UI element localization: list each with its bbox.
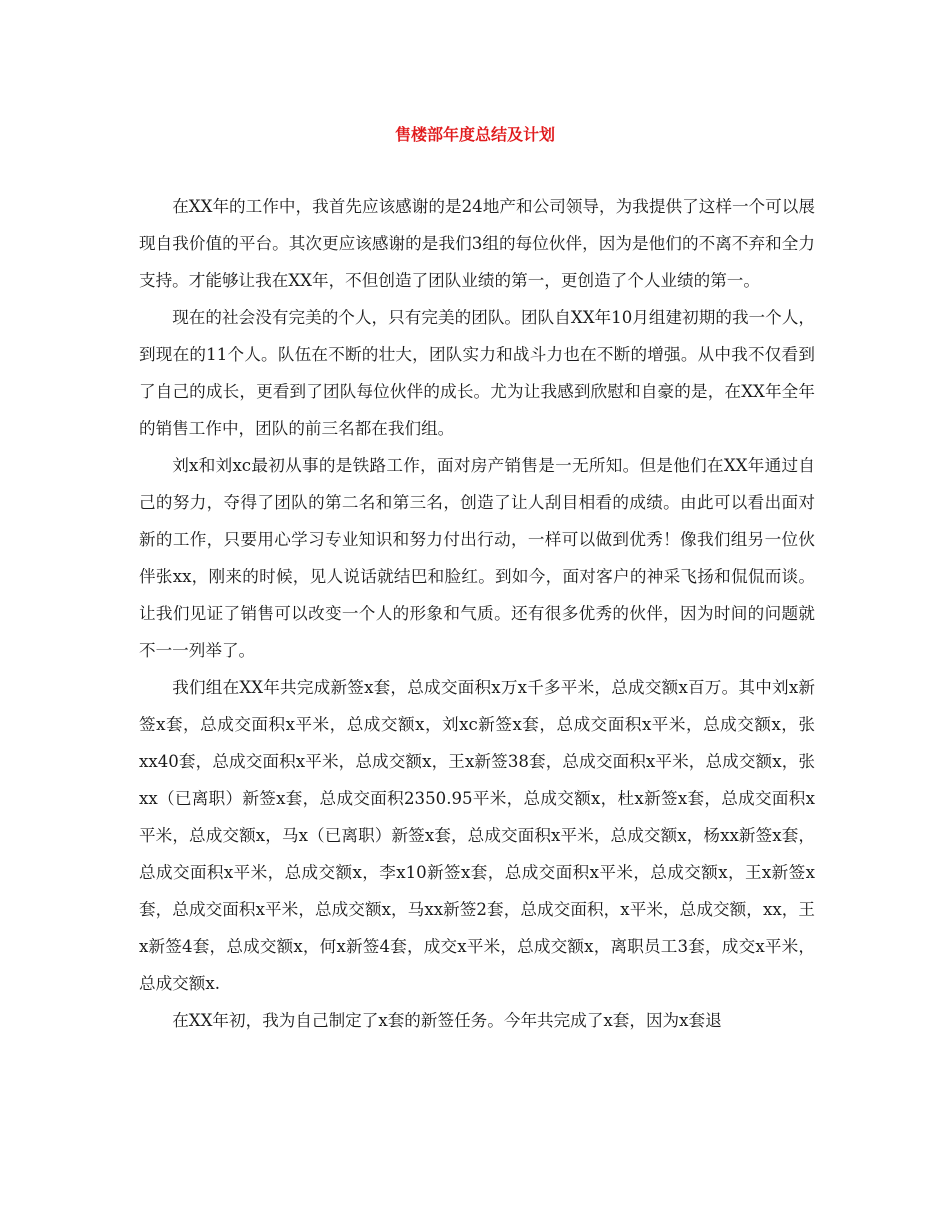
document-title: 售楼部年度总结及计划 bbox=[394, 125, 555, 144]
paragraph-1: 在XX年的工作中，我首先应该感谢的是24地产和公司领导，为我提供了这样一个可以展现自我价值的平台。其次更应该感谢的是我们3组的每位伙伴，因为是他们的不离不弃和全力支持。才能够让我在XX年，不但创造了团队业绩的第一，更创造了个人业绩的第一。 bbox=[139, 197, 815, 290]
paragraph-5: 在XX年初，我为自己制定了x套的新签任务。今年共完成了x套，因为x套退 bbox=[172, 1011, 722, 1030]
paragraph-2: 现在的社会没有完美的个人，只有完美的团队。团队自XX年10月组建初期的我一个人，到现在的11个人。队伍在不断的壮大，团队实力和战斗力也在不断的增强。从中我不仅看到了自己的成长，更看到了团队每位伙伴的成长。尤为让我感到欣慰和自豪的是，在XX年全年的销售工作中，团队的前三名都在我们组。 bbox=[139, 308, 815, 438]
document-body bbox=[139, 188, 815, 1039]
paragraph-3: 刘x和刘xc最初从事的是铁路工作，面对房产销售是一无所知。但是他们在XX年通过自己的努力，夺得了团队的第二名和第三名，创造了让人刮目相看的成绩。由此可以看出面对新的工作，只要用心学习专业知识和努力付出行动，一样可以做到优秀！像我们组另一位伙伴张xx，刚来的时候，见人说话就结巴和脸红。到如今，面对客户的神采飞扬和侃侃而谈。让我们见证了销售可以改变一个人的形象和气质。还有很多优秀的伙伴，因为时间的问题就不一一列举了。 bbox=[139, 456, 815, 660]
paragraph-4: 我们组在XX年共完成新签x套，总成交面积x万x千多平米，总成交额x百万。其中刘x新签x套，总成交面积x平米，总成交额x，刘xc新签x套，总成交面积x平米，总成交额x，张xx40套，总成交面积x平米，总成交额x，王x新签38套，总成交面积x平米，总成交额x，张xx（已离职）新签x套，总成交面积2350.95平米，总成交额x，杜x新签x套，总成交面积x平米，总成交额x，马x（已离职）新签x套，总成交面积x平米，总成交额x，杨xx新签x套，总成交面积x平米，总成交额x，李x10新签x套，总成交面积x平米，总成交额x，王x新签x套，总成交面积x平米，总成交额x，马xx新签2套，总成交面积，x平米，总成交额，xx，王x新签4套，总成交额x，何x新签4套，成交x平米，总成交额x，离职员工3套，成交x平米，总成交额x. bbox=[139, 678, 815, 993]
